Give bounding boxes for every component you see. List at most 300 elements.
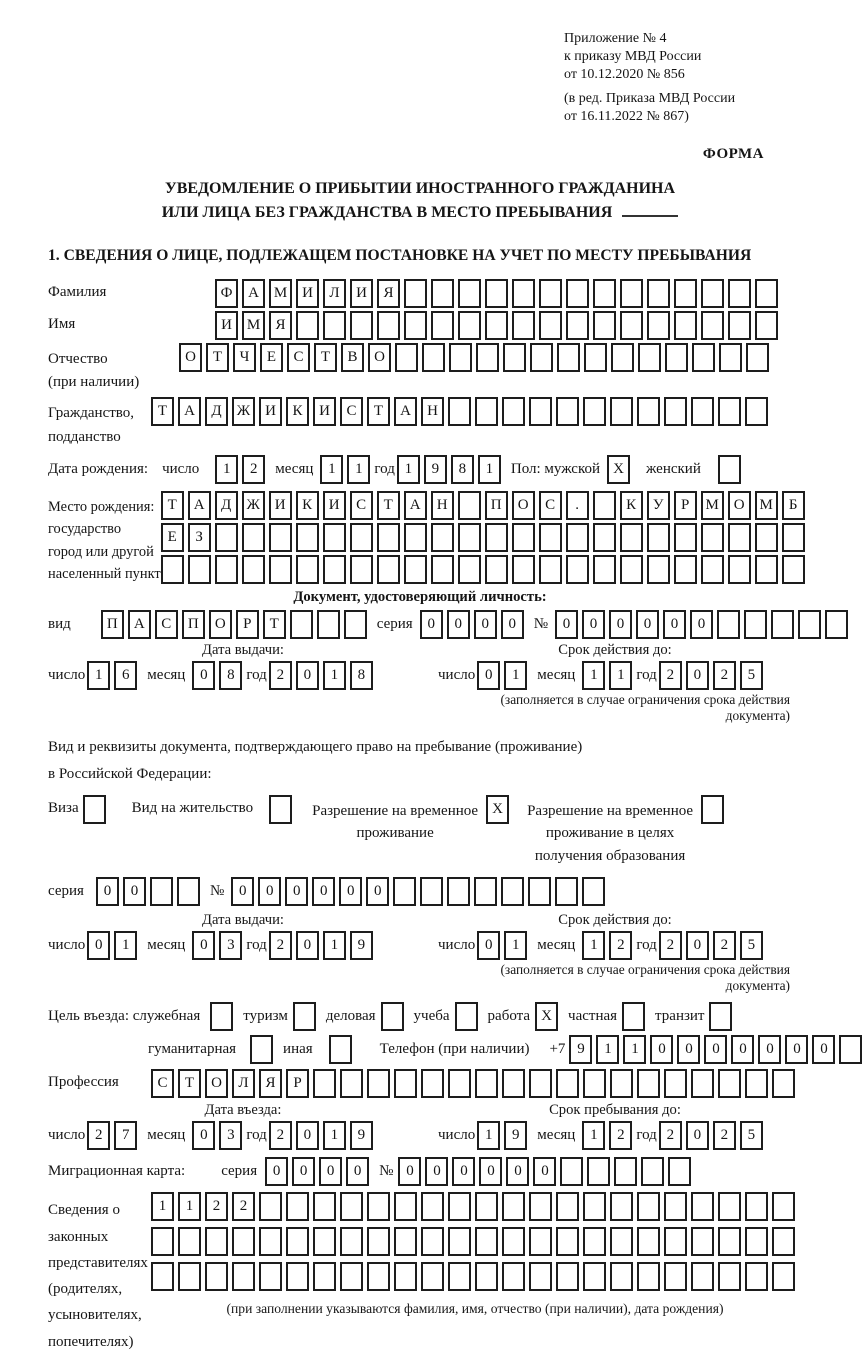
char-cell[interactable]	[637, 1227, 660, 1256]
char-cell[interactable]: 9	[350, 931, 373, 960]
char-cell[interactable]: 0	[686, 1121, 709, 1150]
char-cell[interactable]	[420, 877, 443, 906]
char-cell[interactable]: 8	[219, 661, 242, 690]
char-cell[interactable]	[593, 279, 616, 308]
char-cell[interactable]	[665, 343, 688, 372]
char-cell[interactable]	[205, 1262, 228, 1291]
char-cell[interactable]: 0	[477, 661, 500, 690]
char-cell[interactable]: 0	[192, 1121, 215, 1150]
char-cell[interactable]	[610, 397, 633, 426]
char-cell[interactable]	[745, 397, 768, 426]
char-cell[interactable]: 0	[296, 661, 319, 690]
char-cell[interactable]: И	[269, 491, 292, 520]
char-cell[interactable]	[350, 555, 373, 584]
char-cell[interactable]	[637, 1192, 660, 1221]
char-cell[interactable]	[502, 1069, 525, 1098]
char-cell[interactable]: 0	[96, 877, 119, 906]
char-cell[interactable]: 2	[609, 1121, 632, 1150]
char-cell[interactable]	[674, 523, 697, 552]
char-cell[interactable]: 0	[677, 1035, 700, 1064]
char-cell[interactable]	[269, 523, 292, 552]
char-cell[interactable]	[560, 1157, 583, 1186]
char-cell[interactable]	[421, 1192, 444, 1221]
char-cell[interactable]	[614, 1157, 637, 1186]
char-cell[interactable]	[367, 1227, 390, 1256]
char-cell[interactable]	[718, 1192, 741, 1221]
char-cell[interactable]	[475, 1192, 498, 1221]
char-cell[interactable]	[611, 343, 634, 372]
char-cell[interactable]	[583, 1069, 606, 1098]
char-cell[interactable]: Ж	[242, 491, 265, 520]
char-cell[interactable]	[177, 877, 200, 906]
char-cell[interactable]	[584, 343, 607, 372]
char-cell[interactable]	[771, 610, 794, 639]
char-cell[interactable]: 5	[740, 1121, 763, 1150]
char-cell[interactable]: Е	[260, 343, 283, 372]
char-cell[interactable]: 1	[504, 931, 527, 960]
char-cell[interactable]	[448, 1262, 471, 1291]
char-cell[interactable]	[323, 311, 346, 340]
char-cell[interactable]	[404, 523, 427, 552]
char-cell[interactable]	[718, 1262, 741, 1291]
char-cell[interactable]: 0	[312, 877, 335, 906]
char-cell[interactable]	[745, 1227, 768, 1256]
char-cell[interactable]: М	[701, 491, 724, 520]
char-cell[interactable]: 5	[740, 931, 763, 960]
char-cell[interactable]	[593, 311, 616, 340]
char-cell[interactable]: К	[286, 397, 309, 426]
char-cell[interactable]	[340, 1227, 363, 1256]
char-cell[interactable]: Н	[421, 397, 444, 426]
tranzit-checkbox[interactable]	[709, 1002, 732, 1031]
char-cell[interactable]: Т	[206, 343, 229, 372]
char-cell[interactable]	[728, 555, 751, 584]
char-cell[interactable]	[485, 523, 508, 552]
char-cell[interactable]	[340, 1192, 363, 1221]
char-cell[interactable]: Р	[286, 1069, 309, 1098]
char-cell[interactable]	[593, 523, 616, 552]
char-cell[interactable]: 2	[659, 931, 682, 960]
char-cell[interactable]	[475, 1262, 498, 1291]
char-cell[interactable]: Р	[236, 610, 259, 639]
char-cell[interactable]	[772, 1192, 795, 1221]
char-cell[interactable]	[593, 491, 616, 520]
char-cell[interactable]	[674, 555, 697, 584]
female-checkbox[interactable]	[718, 455, 741, 484]
char-cell[interactable]: У	[647, 491, 670, 520]
char-cell[interactable]	[458, 555, 481, 584]
char-cell[interactable]: 2	[232, 1192, 255, 1221]
char-cell[interactable]	[719, 343, 742, 372]
char-cell[interactable]: 7	[114, 1121, 137, 1150]
char-cell[interactable]: 2	[713, 1121, 736, 1150]
char-cell[interactable]: 1	[478, 455, 501, 484]
char-cell[interactable]	[539, 555, 562, 584]
char-cell[interactable]: Л	[323, 279, 346, 308]
char-cell[interactable]	[475, 397, 498, 426]
char-cell[interactable]	[421, 1262, 444, 1291]
char-cell[interactable]: А	[128, 610, 151, 639]
char-cell[interactable]	[728, 311, 751, 340]
char-cell[interactable]: С	[287, 343, 310, 372]
char-cell[interactable]	[664, 397, 687, 426]
char-cell[interactable]	[745, 1192, 768, 1221]
char-cell[interactable]: К	[620, 491, 643, 520]
char-cell[interactable]	[431, 311, 454, 340]
char-cell[interactable]	[151, 1227, 174, 1256]
char-cell[interactable]	[485, 555, 508, 584]
char-cell[interactable]	[674, 279, 697, 308]
char-cell[interactable]	[718, 1227, 741, 1256]
char-cell[interactable]	[641, 1157, 664, 1186]
turizm-checkbox[interactable]	[293, 1002, 316, 1031]
char-cell[interactable]	[188, 555, 211, 584]
char-cell[interactable]	[556, 1227, 579, 1256]
char-cell[interactable]	[296, 523, 319, 552]
char-cell[interactable]	[449, 343, 472, 372]
char-cell[interactable]: 0	[292, 1157, 315, 1186]
char-cell[interactable]	[286, 1262, 309, 1291]
char-cell[interactable]: 2	[659, 1121, 682, 1150]
char-cell[interactable]: К	[296, 491, 319, 520]
char-cell[interactable]	[404, 555, 427, 584]
char-cell[interactable]	[539, 279, 562, 308]
char-cell[interactable]	[474, 877, 497, 906]
char-cell[interactable]	[394, 1262, 417, 1291]
char-cell[interactable]: 1	[609, 661, 632, 690]
char-cell[interactable]	[530, 343, 553, 372]
char-cell[interactable]: И	[323, 491, 346, 520]
char-cell[interactable]: А	[188, 491, 211, 520]
char-cell[interactable]: 1	[320, 455, 343, 484]
char-cell[interactable]: 0	[452, 1157, 475, 1186]
char-cell[interactable]	[422, 343, 445, 372]
char-cell[interactable]: 1	[151, 1192, 174, 1221]
char-cell[interactable]	[150, 877, 173, 906]
char-cell[interactable]	[501, 877, 524, 906]
char-cell[interactable]	[421, 1227, 444, 1256]
char-cell[interactable]	[610, 1262, 633, 1291]
char-cell[interactable]: 6	[114, 661, 137, 690]
char-cell[interactable]: 9	[424, 455, 447, 484]
char-cell[interactable]	[664, 1069, 687, 1098]
char-cell[interactable]: Я	[259, 1069, 282, 1098]
char-cell[interactable]	[323, 555, 346, 584]
char-cell[interactable]: 1	[215, 455, 238, 484]
char-cell[interactable]	[458, 523, 481, 552]
char-cell[interactable]: Т	[178, 1069, 201, 1098]
char-cell[interactable]	[701, 555, 724, 584]
temp-permit-checkbox[interactable]: X	[486, 795, 509, 824]
char-cell[interactable]	[691, 397, 714, 426]
char-cell[interactable]	[178, 1227, 201, 1256]
char-cell[interactable]: П	[101, 610, 124, 639]
char-cell[interactable]: А	[242, 279, 265, 308]
chastnaya-checkbox[interactable]	[622, 1002, 645, 1031]
char-cell[interactable]	[647, 555, 670, 584]
char-cell[interactable]: Л	[232, 1069, 255, 1098]
gumanitarnaya-checkbox[interactable]	[250, 1035, 273, 1064]
char-cell[interactable]: 0	[192, 661, 215, 690]
char-cell[interactable]	[583, 1227, 606, 1256]
char-cell[interactable]	[340, 1069, 363, 1098]
char-cell[interactable]	[620, 523, 643, 552]
char-cell[interactable]	[566, 555, 589, 584]
char-cell[interactable]	[772, 1069, 795, 1098]
sluzhebnaya-checkbox[interactable]	[210, 1002, 233, 1031]
char-cell[interactable]: И	[259, 397, 282, 426]
char-cell[interactable]	[344, 610, 367, 639]
char-cell[interactable]	[296, 555, 319, 584]
char-cell[interactable]: Б	[782, 491, 805, 520]
char-cell[interactable]	[745, 1262, 768, 1291]
char-cell[interactable]: 2	[242, 455, 265, 484]
char-cell[interactable]	[825, 610, 848, 639]
char-cell[interactable]: 0	[447, 610, 470, 639]
char-cell[interactable]	[323, 523, 346, 552]
char-cell[interactable]	[529, 1069, 552, 1098]
char-cell[interactable]	[782, 523, 805, 552]
char-cell[interactable]	[692, 343, 715, 372]
char-cell[interactable]	[232, 1227, 255, 1256]
visa-checkbox[interactable]	[83, 795, 106, 824]
char-cell[interactable]	[512, 279, 535, 308]
char-cell[interactable]: 9	[350, 1121, 373, 1150]
ucheba-checkbox[interactable]	[455, 1002, 478, 1031]
char-cell[interactable]: Т	[151, 397, 174, 426]
char-cell[interactable]	[377, 555, 400, 584]
char-cell[interactable]	[313, 1227, 336, 1256]
char-cell[interactable]	[317, 610, 340, 639]
char-cell[interactable]: М	[242, 311, 265, 340]
male-checkbox[interactable]: X	[607, 455, 630, 484]
char-cell[interactable]	[350, 311, 373, 340]
char-cell[interactable]	[539, 311, 562, 340]
char-cell[interactable]	[458, 311, 481, 340]
char-cell[interactable]	[664, 1227, 687, 1256]
char-cell[interactable]: 1	[582, 1121, 605, 1150]
char-cell[interactable]: В	[341, 343, 364, 372]
char-cell[interactable]	[556, 397, 579, 426]
char-cell[interactable]: 1	[504, 661, 527, 690]
char-cell[interactable]: О	[209, 610, 232, 639]
char-cell[interactable]	[313, 1192, 336, 1221]
rabota-checkbox[interactable]: X	[535, 1002, 558, 1031]
char-cell[interactable]	[528, 877, 551, 906]
char-cell[interactable]	[583, 1262, 606, 1291]
char-cell[interactable]	[582, 877, 605, 906]
char-cell[interactable]	[286, 1227, 309, 1256]
char-cell[interactable]: 0	[582, 610, 605, 639]
char-cell[interactable]: А	[394, 397, 417, 426]
char-cell[interactable]: 0	[704, 1035, 727, 1064]
char-cell[interactable]: Д	[205, 397, 228, 426]
char-cell[interactable]: И	[350, 279, 373, 308]
char-cell[interactable]: Д	[215, 491, 238, 520]
char-cell[interactable]	[205, 1227, 228, 1256]
char-cell[interactable]	[647, 279, 670, 308]
char-cell[interactable]: З	[188, 523, 211, 552]
char-cell[interactable]	[587, 1157, 610, 1186]
char-cell[interactable]: 2	[87, 1121, 110, 1150]
char-cell[interactable]	[458, 279, 481, 308]
char-cell[interactable]: О	[512, 491, 535, 520]
char-cell[interactable]	[556, 1069, 579, 1098]
char-cell[interactable]: А	[404, 491, 427, 520]
char-cell[interactable]	[161, 555, 184, 584]
char-cell[interactable]	[557, 343, 580, 372]
char-cell[interactable]	[529, 1192, 552, 1221]
char-cell[interactable]	[583, 1192, 606, 1221]
char-cell[interactable]	[593, 555, 616, 584]
char-cell[interactable]	[431, 555, 454, 584]
char-cell[interactable]: 0	[319, 1157, 342, 1186]
char-cell[interactable]: 1	[623, 1035, 646, 1064]
char-cell[interactable]: 0	[339, 877, 362, 906]
char-cell[interactable]	[755, 279, 778, 308]
char-cell[interactable]	[512, 523, 535, 552]
char-cell[interactable]: 1	[323, 1121, 346, 1150]
char-cell[interactable]: 0	[366, 877, 389, 906]
char-cell[interactable]	[447, 877, 470, 906]
char-cell[interactable]	[664, 1192, 687, 1221]
char-cell[interactable]	[485, 311, 508, 340]
char-cell[interactable]	[512, 555, 535, 584]
char-cell[interactable]: А	[178, 397, 201, 426]
char-cell[interactable]: 1	[323, 661, 346, 690]
char-cell[interactable]	[556, 1262, 579, 1291]
char-cell[interactable]: 8	[350, 661, 373, 690]
char-cell[interactable]	[421, 1069, 444, 1098]
char-cell[interactable]: П	[182, 610, 205, 639]
char-cell[interactable]	[259, 1227, 282, 1256]
char-cell[interactable]	[394, 1069, 417, 1098]
char-cell[interactable]	[566, 311, 589, 340]
char-cell[interactable]	[701, 279, 724, 308]
char-cell[interactable]: 0	[609, 610, 632, 639]
char-cell[interactable]	[350, 523, 373, 552]
char-cell[interactable]: 0	[479, 1157, 502, 1186]
char-cell[interactable]	[502, 397, 525, 426]
delovaya-checkbox[interactable]	[381, 1002, 404, 1031]
char-cell[interactable]	[502, 1227, 525, 1256]
char-cell[interactable]	[151, 1262, 174, 1291]
char-cell[interactable]	[555, 877, 578, 906]
char-cell[interactable]: 2	[659, 661, 682, 690]
char-cell[interactable]: 1	[477, 1121, 500, 1150]
char-cell[interactable]	[377, 523, 400, 552]
char-cell[interactable]: 0	[296, 931, 319, 960]
char-cell[interactable]	[772, 1227, 795, 1256]
char-cell[interactable]: 0	[477, 931, 500, 960]
char-cell[interactable]	[502, 1192, 525, 1221]
char-cell[interactable]	[448, 1227, 471, 1256]
char-cell[interactable]: 3	[219, 1121, 242, 1150]
char-cell[interactable]: О	[179, 343, 202, 372]
char-cell[interactable]: 8	[451, 455, 474, 484]
char-cell[interactable]: Я	[269, 311, 292, 340]
char-cell[interactable]	[448, 1069, 471, 1098]
char-cell[interactable]: Т	[263, 610, 286, 639]
char-cell[interactable]: И	[313, 397, 336, 426]
char-cell[interactable]	[691, 1192, 714, 1221]
char-cell[interactable]	[512, 311, 535, 340]
char-cell[interactable]: 3	[219, 931, 242, 960]
char-cell[interactable]: 0	[686, 661, 709, 690]
char-cell[interactable]	[340, 1262, 363, 1291]
char-cell[interactable]	[286, 1192, 309, 1221]
char-cell[interactable]	[674, 311, 697, 340]
char-cell[interactable]: 0	[501, 610, 524, 639]
char-cell[interactable]: 2	[609, 931, 632, 960]
char-cell[interactable]	[367, 1069, 390, 1098]
char-cell[interactable]: И	[296, 279, 319, 308]
char-cell[interactable]	[215, 523, 238, 552]
char-cell[interactable]: С	[340, 397, 363, 426]
char-cell[interactable]: 0	[785, 1035, 808, 1064]
char-cell[interactable]	[475, 1227, 498, 1256]
char-cell[interactable]: 0	[231, 877, 254, 906]
char-cell[interactable]	[431, 523, 454, 552]
char-cell[interactable]: 1	[582, 661, 605, 690]
char-cell[interactable]: Т	[161, 491, 184, 520]
char-cell[interactable]	[691, 1227, 714, 1256]
char-cell[interactable]	[755, 523, 778, 552]
char-cell[interactable]	[638, 343, 661, 372]
char-cell[interactable]: 2	[205, 1192, 228, 1221]
char-cell[interactable]: Ф	[215, 279, 238, 308]
char-cell[interactable]	[839, 1035, 862, 1064]
char-cell[interactable]: 1	[114, 931, 137, 960]
char-cell[interactable]	[728, 279, 751, 308]
char-cell[interactable]	[448, 397, 471, 426]
char-cell[interactable]: 0	[650, 1035, 673, 1064]
char-cell[interactable]: С	[151, 1069, 174, 1098]
char-cell[interactable]: М	[755, 491, 778, 520]
char-cell[interactable]	[242, 523, 265, 552]
char-cell[interactable]: Т	[367, 397, 390, 426]
char-cell[interactable]: Я	[377, 279, 400, 308]
char-cell[interactable]: 2	[269, 661, 292, 690]
char-cell[interactable]	[637, 1069, 660, 1098]
char-cell[interactable]: .	[566, 491, 589, 520]
char-cell[interactable]	[215, 555, 238, 584]
char-cell[interactable]: Н	[431, 491, 454, 520]
char-cell[interactable]: 0	[265, 1157, 288, 1186]
char-cell[interactable]: 0	[474, 610, 497, 639]
temp-permit-edu-checkbox[interactable]	[701, 795, 724, 824]
char-cell[interactable]: 9	[504, 1121, 527, 1150]
char-cell[interactable]	[782, 555, 805, 584]
char-cell[interactable]: 0	[346, 1157, 369, 1186]
char-cell[interactable]: Р	[674, 491, 697, 520]
char-cell[interactable]	[529, 397, 552, 426]
char-cell[interactable]	[502, 1262, 525, 1291]
char-cell[interactable]	[566, 523, 589, 552]
char-cell[interactable]	[529, 1262, 552, 1291]
char-cell[interactable]: 9	[569, 1035, 592, 1064]
char-cell[interactable]: 2	[713, 661, 736, 690]
char-cell[interactable]	[668, 1157, 691, 1186]
char-cell[interactable]	[755, 555, 778, 584]
char-cell[interactable]	[313, 1262, 336, 1291]
char-cell[interactable]: 0	[258, 877, 281, 906]
char-cell[interactable]	[178, 1262, 201, 1291]
char-cell[interactable]	[259, 1262, 282, 1291]
char-cell[interactable]: 5	[740, 661, 763, 690]
char-cell[interactable]	[367, 1262, 390, 1291]
char-cell[interactable]	[448, 1192, 471, 1221]
